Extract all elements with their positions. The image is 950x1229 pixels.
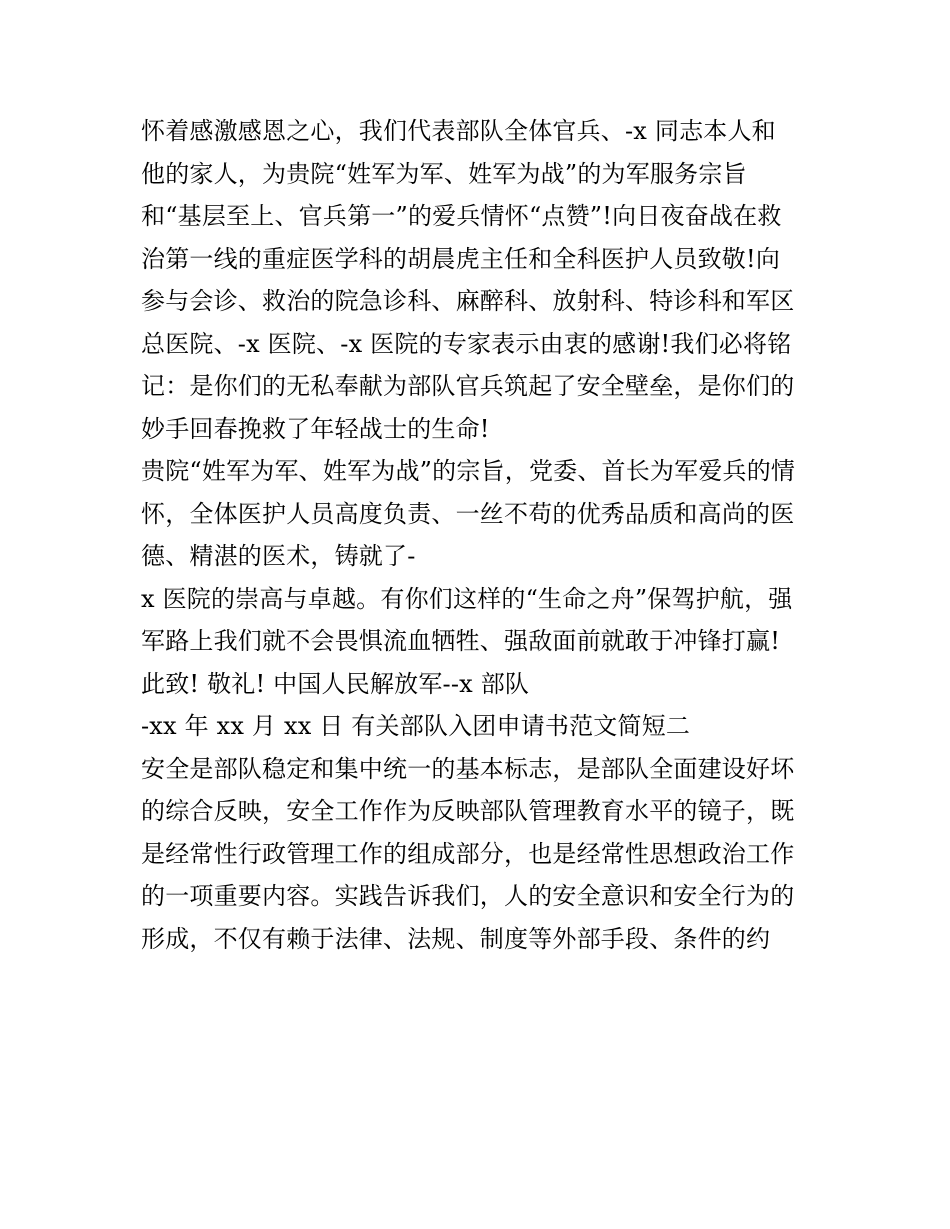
text-line: 是经常性行政管理工作的组成部分，也是经常性思想政治工作 <box>141 839 795 868</box>
text-line: 和“基层至上、官兵第一”的爱兵情怀“点赞”!向日夜奋战在救 <box>141 202 782 230</box>
text-line: 形成，不仅有赖于法律、法规、制度等外部手段、条件的约 <box>141 924 771 953</box>
text-line: x 医院的崇高与卓越。有你们这样的“生命之舟”保驾护航，强 <box>141 584 793 613</box>
text-line: 参与会诊、救治的院急诊科、麻醉科、放射科、特诊科和军区 <box>141 287 795 315</box>
closing-line: 此致! 敬礼! 中国人民解放军--x 部队 <box>141 669 530 698</box>
document-body <box>141 110 821 960</box>
text-line: 总医院、-x 医院、-x 医院的专家表示由衷的感谢!我们必将铭 <box>141 329 792 358</box>
text-line: 军路上我们就不会畏惧流血牺牲、强敌面前就敢于冲锋打赢! <box>141 627 781 655</box>
text-line: 妙手回春挽救了年轻战士的生命! <box>141 414 490 443</box>
text-line: 记：是你们的无私奉献为部队官兵筑起了安全壁垒，是你们的 <box>141 372 795 400</box>
text-line: 怀着感激感恩之心，我们代表部队全体官兵、-x 同志本人和 <box>141 117 776 145</box>
text-line: 的综合反映，安全工作作为反映部队管理教育水平的镜子，既 <box>141 797 795 825</box>
text-line: 德、精湛的医术，铸就了- <box>141 542 416 570</box>
text-line: 怀，全体医护人员高度负责、一丝不苟的优秀品质和高尚的医 <box>141 499 795 528</box>
date-heading-line: -xx 年 xx 月 xx 日 有关部队入团申请书范文简短二 <box>141 712 691 740</box>
text-line: 的一项重要内容。实践告诉我们，人的安全意识和安全行为的 <box>141 882 795 910</box>
text-line: 安全是部队稳定和集中统一的基本标志，是部队全面建设好坏 <box>141 754 795 783</box>
text-line: 他的家人，为贵院“姓军为军、姓军为战”的为军服务宗旨 <box>141 159 747 188</box>
text-line: 治第一线的重症医学科的胡晨虎主任和全科医护人员致敬!向 <box>141 244 781 273</box>
text-line: 贵院“姓军为军、姓军为战”的宗旨，党委、首长为军爱兵的情 <box>141 457 796 485</box>
